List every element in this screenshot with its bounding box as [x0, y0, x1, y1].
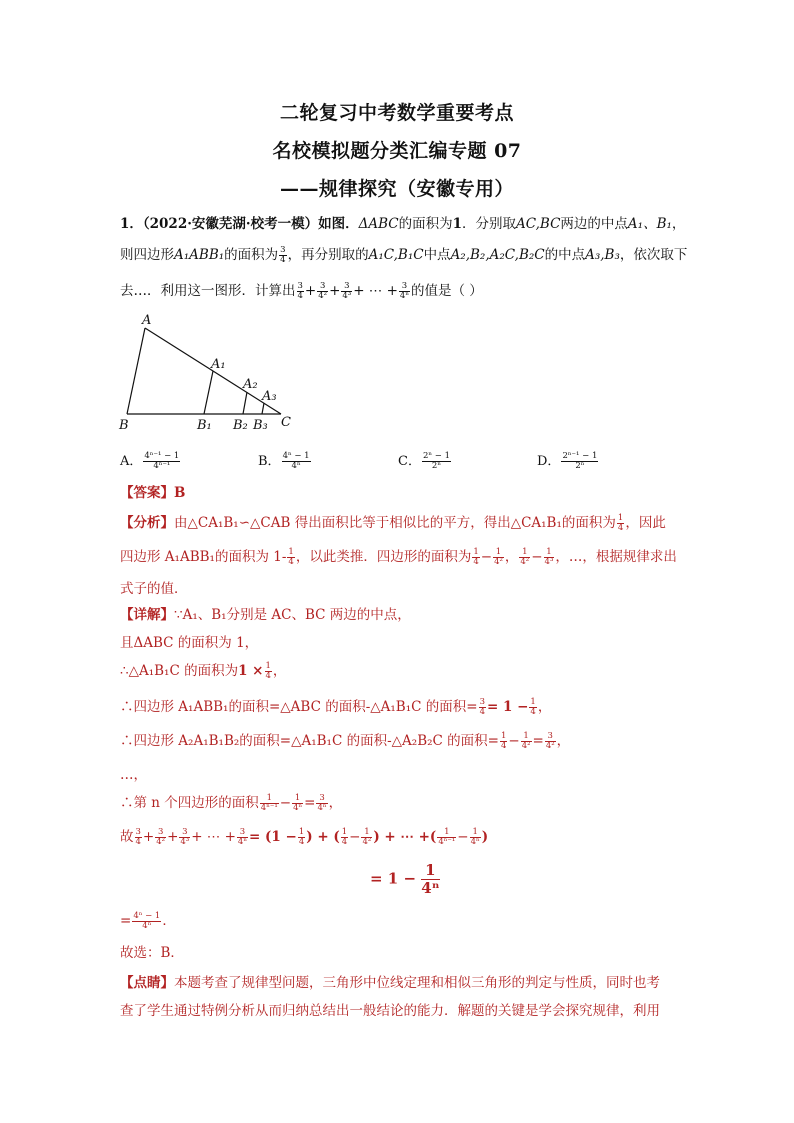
title-line-2: 名校模拟题分类汇编专题 07	[272, 140, 522, 162]
title-line-3: ——规律探究（安徽专用）	[279, 178, 514, 200]
detail-line-6: …，	[120, 767, 147, 783]
detail-line-1: 【详解】∵A₁、B₁分别是 AC、BC 两边的中点，	[120, 607, 411, 623]
detail-line-7: ∴第 n 个四边形的面积 $\frac{1}{\text{4ⁿ⁻¹}}$ − $\frac{1}{\text{4ⁿ}}$ = $\frac{3}{\text{4ⁿ}}$ ，	[120, 793, 343, 813]
comment-line-2: 查了学生通过特例分析从而归纳总结出一般结论的能力．解题的关键是学会探究规律，利用	[120, 1003, 660, 1019]
analysis-line-3: 式子的值．	[120, 581, 188, 597]
detail-line-3: ∴△A₁B₁C 的面积为1 × $\frac{1}{4}$ ，	[120, 661, 287, 681]
detail-line-5: ∴四边形 A₂A₁B₁B₂的面积=△A₁B₁C 的面积-△A₂B₂C 的面积= $\frac{1}{4}$ − $\frac{1}{\text{4²}}$ = $\frac{3}{\text{4²}}$ ，	[120, 731, 571, 751]
label-A: A	[142, 313, 152, 328]
detail-line-11: 故选：B．	[120, 945, 184, 961]
option-c[interactable]: C． $\frac{\text{2ⁿ − 1}}{\text{2ⁿ}}$	[398, 451, 450, 471]
label-B1: B₁	[197, 418, 212, 433]
label-A1: A₁	[211, 357, 226, 372]
label-B2: B₂	[233, 418, 248, 433]
analysis-line-2: 四边形 A₁ABB₁的面积为 1- $\frac{1}{4}$ ，以此类推．四边形的面积为 $\frac{1}{4}$ − $\frac{1}{\text{4²}}$ ， $\frac{1}{\text{4²}}$ − $\frac{1}{\text{4³}}$ ，…，根据规律求出	[120, 547, 677, 567]
problem-line-3: 去…．利用这一图形．计算出 $\frac{3}{4}$ + $\frac{3}{\text{4²}}$ + $\frac{3}{\text{4³}}$ + ⋯ + $\frac{3}{\text{4ⁿ}}$ 的值是（ ）	[120, 281, 483, 301]
label-A2: A₂	[243, 377, 258, 392]
side-AB	[127, 328, 145, 414]
label-C: C	[281, 415, 291, 430]
detail-line-2: 且ΔABC 的面积为 1，	[120, 635, 259, 651]
triangle-figure	[115, 308, 305, 434]
answer-line: 【答案】B	[120, 485, 186, 501]
label-B3: B₃	[253, 418, 268, 433]
detail-line-4: ∴四边形 A₁ABB₁的面积=△ABC 的面积-△A₁B₁C 的面积= $\frac{3}{4}$ = 1 − $\frac{1}{4}$ ，	[120, 697, 552, 717]
option-b[interactable]: B． $\frac{\text{4ⁿ − 1}}{\text{4ⁿ}}$	[258, 451, 310, 471]
detail-line-8: 故 $\frac{3}{4}$ + $\frac{3}{\text{4²}}$ + $\frac{3}{\text{4³}}$ + ⋯ + $\frac{3}{\text{4ⁿ}}$ = (1 − $\frac{1}{4}$ ) + ( $\frac{1}{4}$ − $\frac{1}{\text{4²}}$ ) + ⋯ +( $\frac{1}{\text{4ⁿ⁻¹}}$ − $\frac{1}{\text{4ⁿ}}$ )	[120, 827, 489, 847]
label-B: B	[119, 418, 129, 433]
segment-A2B2	[243, 392, 247, 414]
comment-line-1: 【点睛】本题考查了规律型问题，三角形中位线定理和相似三角形的判定与性质，同时也考	[120, 975, 660, 991]
label-A3: A₃	[262, 389, 277, 404]
segment-A1B1	[204, 371, 213, 414]
option-d[interactable]: D． $\frac{\text{2ⁿ⁻¹ − 1}}{\text{2ⁿ}}$	[537, 451, 598, 471]
problem-line-2: 则四边形A₁ABB₁的面积为 $\frac{3}{4}$ ，再分别取的A₁C,B₁C中点A₂,B₂,A₂C,B₂C的中点A₃,B₃，依次取下	[120, 245, 688, 265]
segment-A3B3	[262, 403, 264, 414]
option-a[interactable]: A． $\frac{\text{4ⁿ⁻¹ − 1}}{\text{4ⁿ⁻¹}}$	[120, 451, 180, 471]
detail-line-9: = 1 − $\frac{1}{\text{4ⁿ}}$	[370, 861, 440, 897]
problem-line-1: 1．（2022·安徽芜湖·校考一模）如图．ΔABC的面积为1．分别取AC,BC两边的中点A₁、B₁，	[120, 216, 686, 232]
analysis-line-1: 【分析】由△CA₁B₁∽△CAB 得出面积比等于相似比的平方，得出△CA₁B₁的面积为 $\frac{1}{4}$ ，因此	[120, 513, 666, 533]
title-line-1: 二轮复习中考数学重要考点	[279, 102, 514, 124]
detail-line-10: = $\frac{\text{4ⁿ − 1}}{\text{4ⁿ}}$ ．	[120, 911, 176, 931]
